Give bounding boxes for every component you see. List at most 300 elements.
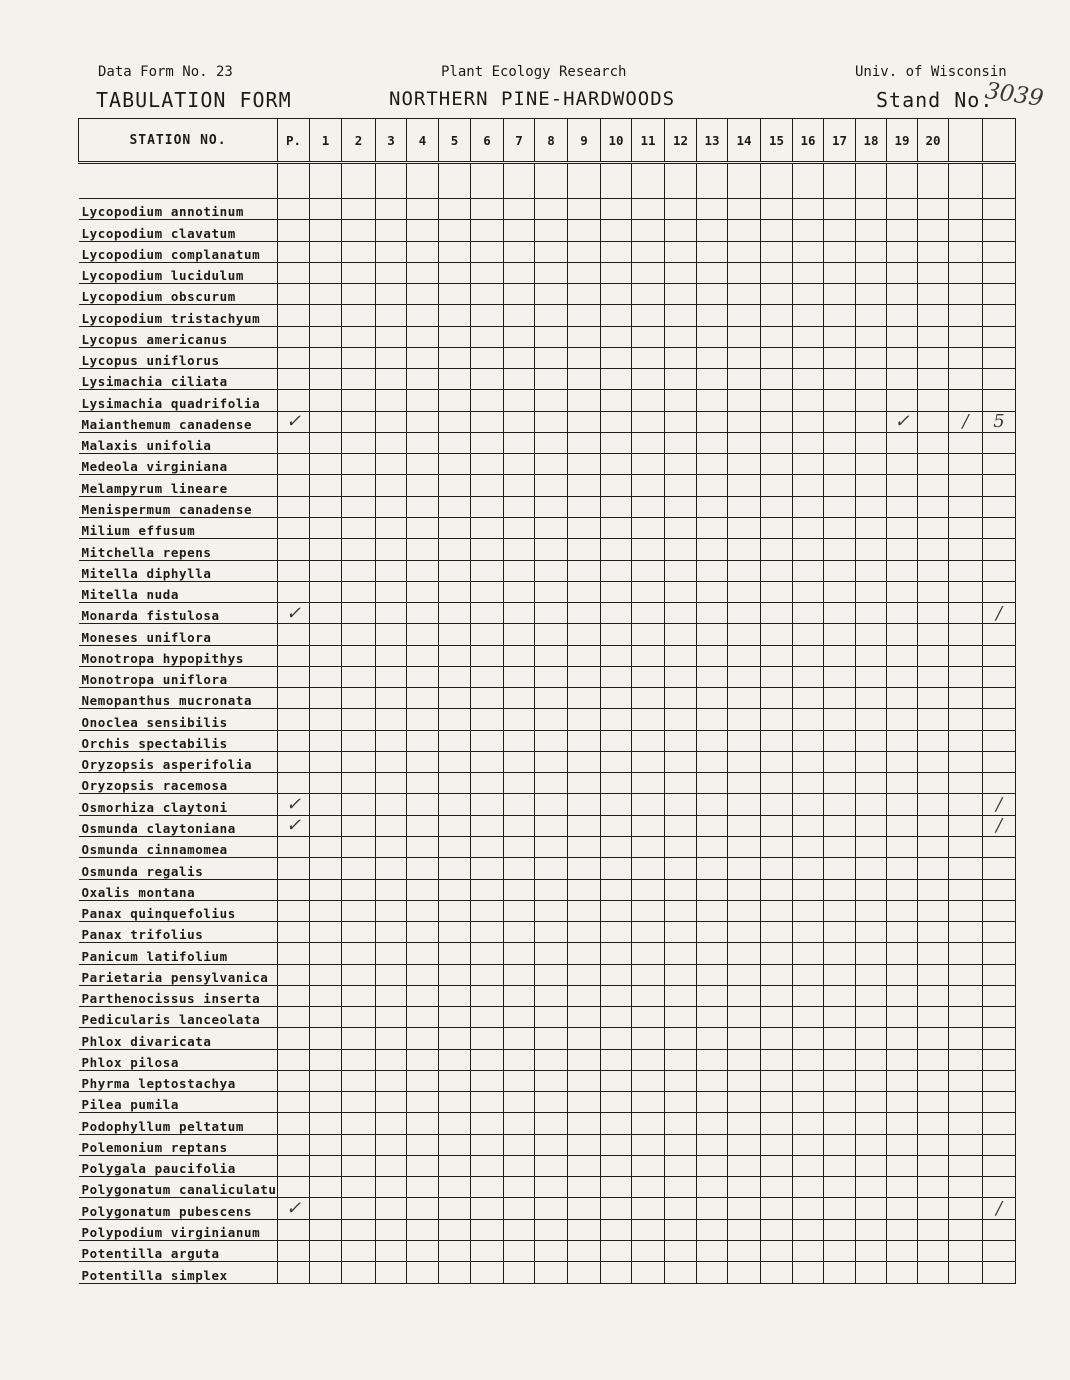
tally-cell[interactable] <box>856 1134 887 1155</box>
tally-cell[interactable] <box>665 985 697 1006</box>
tally-cell[interactable] <box>949 347 983 368</box>
tally-cell[interactable] <box>856 1049 887 1070</box>
tally-cell[interactable] <box>504 284 535 305</box>
tally-cell[interactable] <box>535 284 568 305</box>
tally-cell[interactable] <box>504 879 535 900</box>
tally-cell[interactable] <box>856 454 887 475</box>
tally-cell[interactable] <box>697 1007 728 1028</box>
tally-cell[interactable] <box>728 326 761 347</box>
tally-cell[interactable] <box>887 815 918 836</box>
tally-cell[interactable] <box>601 539 632 560</box>
tally-cell[interactable] <box>632 773 665 794</box>
tally-cell[interactable] <box>535 1070 568 1091</box>
tally-cell[interactable] <box>439 751 471 772</box>
tally-cell[interactable] <box>761 432 793 453</box>
tally-cell[interactable] <box>887 1177 918 1198</box>
tally-cell[interactable] <box>632 305 665 326</box>
tally-cell[interactable] <box>761 347 793 368</box>
tally-cell[interactable] <box>407 581 439 602</box>
tally-cell[interactable] <box>310 900 342 921</box>
tally-cell[interactable] <box>407 624 439 645</box>
tally-cell[interactable] <box>535 432 568 453</box>
tally-cell[interactable] <box>697 262 728 283</box>
tally-cell[interactable] <box>568 262 601 283</box>
tally-cell[interactable] <box>504 326 535 347</box>
tally-cell[interactable] <box>342 284 376 305</box>
tally-cell[interactable] <box>504 709 535 730</box>
tally-cell[interactable] <box>632 1070 665 1091</box>
tally-cell[interactable] <box>471 964 504 985</box>
tally-cell[interactable] <box>665 1155 697 1176</box>
tally-cell[interactable] <box>601 1134 632 1155</box>
tally-cell[interactable] <box>856 163 887 199</box>
tally-cell[interactable] <box>918 390 949 411</box>
tally-cell[interactable] <box>949 985 983 1006</box>
tally-cell[interactable] <box>697 326 728 347</box>
tally-cell[interactable] <box>793 709 824 730</box>
tally-cell[interactable] <box>471 581 504 602</box>
tally-cell[interactable] <box>761 1070 793 1091</box>
tally-cell[interactable] <box>887 858 918 879</box>
tally-cell[interactable] <box>949 603 983 624</box>
tally-cell[interactable] <box>824 411 856 432</box>
tally-cell[interactable] <box>376 858 407 879</box>
tally-cell[interactable] <box>376 1007 407 1028</box>
tally-cell[interactable] <box>824 1070 856 1091</box>
tally-cell[interactable] <box>504 688 535 709</box>
tally-cell[interactable] <box>918 411 949 432</box>
tally-cell[interactable] <box>439 1007 471 1028</box>
tally-cell[interactable] <box>632 943 665 964</box>
tally-cell[interactable] <box>728 624 761 645</box>
tally-cell[interactable] <box>342 390 376 411</box>
tally-cell[interactable] <box>632 900 665 921</box>
tally-cell[interactable] <box>342 688 376 709</box>
tally-cell[interactable] <box>535 539 568 560</box>
tally-cell[interactable] <box>761 241 793 262</box>
tally-cell[interactable] <box>278 709 310 730</box>
tally-cell[interactable] <box>376 1092 407 1113</box>
tally-cell[interactable] <box>697 411 728 432</box>
tally-cell[interactable] <box>949 666 983 687</box>
tally-cell[interactable] <box>376 199 407 220</box>
tally-cell[interactable] <box>407 539 439 560</box>
tally-cell[interactable] <box>535 411 568 432</box>
tally-cell[interactable] <box>342 560 376 581</box>
tally-cell[interactable] <box>439 773 471 794</box>
tally-cell[interactable] <box>918 1007 949 1028</box>
tally-cell[interactable] <box>407 688 439 709</box>
tally-cell[interactable] <box>728 879 761 900</box>
tally-cell[interactable] <box>504 730 535 751</box>
tally-cell[interactable] <box>407 922 439 943</box>
tally-cell[interactable] <box>601 517 632 538</box>
tally-cell[interactable] <box>504 220 535 241</box>
tally-cell[interactable] <box>793 1155 824 1176</box>
tally-cell[interactable] <box>278 1177 310 1198</box>
tally-cell[interactable] <box>376 751 407 772</box>
tally-cell[interactable] <box>949 751 983 772</box>
tally-cell[interactable] <box>310 773 342 794</box>
tally-cell[interactable] <box>278 199 310 220</box>
tally-cell[interactable] <box>342 858 376 879</box>
tally-cell[interactable] <box>697 1049 728 1070</box>
tally-cell[interactable] <box>504 1028 535 1049</box>
tally-cell[interactable] <box>376 241 407 262</box>
tally-cell[interactable] <box>535 326 568 347</box>
tally-cell[interactable] <box>983 1219 1016 1240</box>
tally-cell[interactable] <box>535 1262 568 1283</box>
tally-cell[interactable] <box>439 454 471 475</box>
tally-cell[interactable] <box>504 1049 535 1070</box>
tally-cell[interactable] <box>824 326 856 347</box>
tally-cell[interactable] <box>887 1219 918 1240</box>
tally-cell[interactable] <box>632 1134 665 1155</box>
tally-cell[interactable] <box>278 879 310 900</box>
tally-cell[interactable] <box>376 1219 407 1240</box>
tally-cell[interactable] <box>407 1007 439 1028</box>
tally-cell[interactable] <box>471 1028 504 1049</box>
tally-cell[interactable] <box>918 773 949 794</box>
tally-cell[interactable] <box>439 347 471 368</box>
tally-cell[interactable] <box>856 1219 887 1240</box>
tally-cell[interactable] <box>342 964 376 985</box>
tally-cell[interactable] <box>697 815 728 836</box>
tally-cell[interactable] <box>665 815 697 836</box>
tally-cell[interactable] <box>983 709 1016 730</box>
tally-cell[interactable] <box>568 1177 601 1198</box>
tally-cell[interactable] <box>535 688 568 709</box>
tally-cell[interactable] <box>601 1049 632 1070</box>
tally-cell[interactable] <box>856 794 887 815</box>
tally-cell[interactable] <box>728 581 761 602</box>
tally-cell[interactable] <box>665 411 697 432</box>
tally-cell[interactable] <box>697 751 728 772</box>
tally-cell[interactable] <box>697 1198 728 1219</box>
tally-cell[interactable] <box>761 1155 793 1176</box>
tally-cell[interactable] <box>439 1134 471 1155</box>
tally-cell[interactable] <box>887 454 918 475</box>
tally-cell[interactable] <box>793 560 824 581</box>
tally-cell[interactable] <box>887 730 918 751</box>
tally-cell[interactable] <box>793 943 824 964</box>
tally-cell[interactable] <box>697 624 728 645</box>
tally-cell[interactable] <box>887 560 918 581</box>
tally-cell[interactable] <box>887 1113 918 1134</box>
tally-cell[interactable] <box>824 454 856 475</box>
tally-cell[interactable] <box>471 220 504 241</box>
tally-cell[interactable] <box>697 964 728 985</box>
tally-cell[interactable] <box>728 1092 761 1113</box>
tally-cell[interactable] <box>310 262 342 283</box>
tally-cell[interactable] <box>856 326 887 347</box>
tally-cell[interactable] <box>949 305 983 326</box>
tally-cell[interactable] <box>632 645 665 666</box>
tally-cell[interactable] <box>310 1007 342 1028</box>
tally-cell[interactable] <box>535 1028 568 1049</box>
tally-cell[interactable] <box>471 794 504 815</box>
tally-cell[interactable] <box>824 773 856 794</box>
tally-cell[interactable] <box>632 1177 665 1198</box>
tally-cell[interactable] <box>407 163 439 199</box>
tally-cell[interactable] <box>601 163 632 199</box>
tally-cell[interactable] <box>887 836 918 857</box>
tally-cell[interactable] <box>504 163 535 199</box>
tally-cell[interactable] <box>535 603 568 624</box>
tally-cell[interactable] <box>632 1155 665 1176</box>
tally-cell[interactable] <box>632 432 665 453</box>
tally-cell[interactable] <box>793 475 824 496</box>
tally-cell[interactable] <box>793 964 824 985</box>
tally-cell[interactable] <box>439 815 471 836</box>
tally-cell[interactable] <box>824 900 856 921</box>
tally-cell[interactable] <box>761 1092 793 1113</box>
tally-cell[interactable] <box>856 645 887 666</box>
tally-cell[interactable] <box>342 985 376 1006</box>
tally-cell[interactable] <box>887 1134 918 1155</box>
tally-cell[interactable] <box>918 985 949 1006</box>
tally-cell[interactable] <box>278 985 310 1006</box>
tally-cell[interactable] <box>761 751 793 772</box>
tally-cell[interactable] <box>376 603 407 624</box>
tally-cell[interactable] <box>983 666 1016 687</box>
tally-cell[interactable] <box>342 624 376 645</box>
tally-cell[interactable] <box>568 603 601 624</box>
tally-cell[interactable] <box>568 454 601 475</box>
tally-cell[interactable] <box>504 1070 535 1091</box>
tally-cell[interactable] <box>918 517 949 538</box>
tally-cell[interactable] <box>983 603 1016 624</box>
tally-cell[interactable] <box>310 1028 342 1049</box>
tally-cell[interactable] <box>376 688 407 709</box>
tally-cell[interactable] <box>697 496 728 517</box>
tally-cell[interactable] <box>310 1177 342 1198</box>
tally-cell[interactable] <box>278 163 310 199</box>
tally-cell[interactable] <box>887 900 918 921</box>
tally-cell[interactable] <box>601 369 632 390</box>
tally-cell[interactable] <box>504 645 535 666</box>
tally-cell[interactable] <box>949 836 983 857</box>
tally-cell[interactable] <box>824 858 856 879</box>
tally-cell[interactable] <box>310 581 342 602</box>
tally-cell[interactable] <box>697 347 728 368</box>
tally-cell[interactable] <box>918 1134 949 1155</box>
tally-cell[interactable] <box>504 1241 535 1262</box>
tally-cell[interactable] <box>439 475 471 496</box>
tally-cell[interactable] <box>665 475 697 496</box>
tally-cell[interactable] <box>793 751 824 772</box>
tally-cell[interactable] <box>697 879 728 900</box>
tally-cell[interactable] <box>342 326 376 347</box>
tally-cell[interactable] <box>535 390 568 411</box>
tally-cell[interactable] <box>278 815 310 836</box>
tally-cell[interactable] <box>697 475 728 496</box>
tally-cell[interactable] <box>824 284 856 305</box>
tally-cell[interactable] <box>856 815 887 836</box>
tally-cell[interactable] <box>535 794 568 815</box>
tally-cell[interactable] <box>856 751 887 772</box>
tally-cell[interactable] <box>793 163 824 199</box>
tally-cell[interactable] <box>342 794 376 815</box>
tally-cell[interactable] <box>407 1113 439 1134</box>
tally-cell[interactable] <box>697 1070 728 1091</box>
tally-cell[interactable] <box>407 1241 439 1262</box>
tally-cell[interactable] <box>376 1028 407 1049</box>
tally-cell[interactable] <box>601 1177 632 1198</box>
tally-cell[interactable] <box>601 1262 632 1283</box>
tally-cell[interactable] <box>697 220 728 241</box>
tally-cell[interactable] <box>407 603 439 624</box>
tally-cell[interactable] <box>568 1028 601 1049</box>
tally-cell[interactable] <box>471 751 504 772</box>
tally-cell[interactable] <box>504 1092 535 1113</box>
tally-cell[interactable] <box>310 1113 342 1134</box>
tally-cell[interactable] <box>887 709 918 730</box>
tally-cell[interactable] <box>632 220 665 241</box>
tally-cell[interactable] <box>535 879 568 900</box>
tally-cell[interactable] <box>376 411 407 432</box>
tally-cell[interactable] <box>278 305 310 326</box>
tally-cell[interactable] <box>665 964 697 985</box>
tally-cell[interactable] <box>342 369 376 390</box>
tally-cell[interactable] <box>632 964 665 985</box>
tally-cell[interactable] <box>439 688 471 709</box>
tally-cell[interactable] <box>439 1092 471 1113</box>
tally-cell[interactable] <box>665 624 697 645</box>
tally-cell[interactable] <box>697 284 728 305</box>
tally-cell[interactable] <box>535 199 568 220</box>
tally-cell[interactable] <box>601 858 632 879</box>
tally-cell[interactable] <box>824 688 856 709</box>
tally-cell[interactable] <box>887 284 918 305</box>
tally-cell[interactable] <box>342 517 376 538</box>
tally-cell[interactable] <box>601 1007 632 1028</box>
tally-cell[interactable] <box>601 581 632 602</box>
tally-cell[interactable] <box>793 369 824 390</box>
tally-cell[interactable] <box>793 985 824 1006</box>
tally-cell[interactable] <box>761 1113 793 1134</box>
tally-cell[interactable] <box>568 496 601 517</box>
tally-cell[interactable] <box>949 858 983 879</box>
tally-cell[interactable] <box>278 262 310 283</box>
tally-cell[interactable] <box>793 1262 824 1283</box>
tally-cell[interactable] <box>632 1198 665 1219</box>
tally-cell[interactable] <box>918 432 949 453</box>
tally-cell[interactable] <box>376 581 407 602</box>
tally-cell[interactable] <box>632 922 665 943</box>
tally-cell[interactable] <box>949 369 983 390</box>
tally-cell[interactable] <box>310 1241 342 1262</box>
tally-cell[interactable] <box>761 581 793 602</box>
tally-cell[interactable] <box>728 454 761 475</box>
tally-cell[interactable] <box>471 688 504 709</box>
tally-cell[interactable] <box>761 964 793 985</box>
tally-cell[interactable] <box>407 709 439 730</box>
tally-cell[interactable] <box>887 539 918 560</box>
tally-cell[interactable] <box>278 581 310 602</box>
tally-cell[interactable] <box>761 284 793 305</box>
tally-cell[interactable] <box>856 560 887 581</box>
tally-cell[interactable] <box>697 517 728 538</box>
tally-cell[interactable] <box>856 858 887 879</box>
tally-cell[interactable] <box>310 496 342 517</box>
tally-cell[interactable] <box>504 1262 535 1283</box>
tally-cell[interactable] <box>568 517 601 538</box>
tally-cell[interactable] <box>728 1028 761 1049</box>
tally-cell[interactable] <box>310 347 342 368</box>
tally-cell[interactable] <box>376 1155 407 1176</box>
tally-cell[interactable] <box>824 794 856 815</box>
tally-cell[interactable] <box>697 305 728 326</box>
tally-cell[interactable] <box>632 879 665 900</box>
tally-cell[interactable] <box>728 1070 761 1091</box>
tally-cell[interactable] <box>601 645 632 666</box>
tally-cell[interactable] <box>887 666 918 687</box>
tally-cell[interactable] <box>761 390 793 411</box>
tally-cell[interactable] <box>568 199 601 220</box>
tally-cell[interactable] <box>278 1007 310 1028</box>
tally-cell[interactable] <box>728 1049 761 1070</box>
tally-cell[interactable] <box>824 964 856 985</box>
tally-cell[interactable] <box>601 326 632 347</box>
tally-cell[interactable] <box>887 475 918 496</box>
tally-cell[interactable] <box>439 1241 471 1262</box>
tally-cell[interactable] <box>983 560 1016 581</box>
tally-cell[interactable] <box>632 1241 665 1262</box>
tally-cell[interactable] <box>310 163 342 199</box>
tally-cell[interactable] <box>856 284 887 305</box>
tally-cell[interactable] <box>949 922 983 943</box>
tally-cell[interactable] <box>439 858 471 879</box>
tally-cell[interactable] <box>310 539 342 560</box>
tally-cell[interactable] <box>310 1198 342 1219</box>
tally-cell[interactable] <box>824 220 856 241</box>
tally-cell[interactable] <box>949 964 983 985</box>
tally-cell[interactable] <box>665 1028 697 1049</box>
tally-cell[interactable] <box>601 1219 632 1240</box>
tally-cell[interactable] <box>632 624 665 645</box>
tally-cell[interactable] <box>824 985 856 1006</box>
tally-cell[interactable] <box>887 411 918 432</box>
tally-cell[interactable] <box>761 454 793 475</box>
tally-cell[interactable] <box>310 730 342 751</box>
tally-cell[interactable] <box>728 900 761 921</box>
tally-cell[interactable] <box>568 985 601 1006</box>
tally-cell[interactable] <box>761 709 793 730</box>
tally-cell[interactable] <box>601 709 632 730</box>
tally-cell[interactable] <box>568 390 601 411</box>
tally-cell[interactable] <box>601 305 632 326</box>
tally-cell[interactable] <box>824 1028 856 1049</box>
tally-cell[interactable] <box>439 900 471 921</box>
tally-cell[interactable] <box>439 199 471 220</box>
tally-cell[interactable] <box>568 730 601 751</box>
tally-cell[interactable] <box>918 454 949 475</box>
tally-cell[interactable] <box>568 922 601 943</box>
tally-cell[interactable] <box>407 390 439 411</box>
tally-cell[interactable] <box>568 1155 601 1176</box>
tally-cell[interactable] <box>535 943 568 964</box>
tally-cell[interactable] <box>632 1049 665 1070</box>
tally-cell[interactable] <box>697 1092 728 1113</box>
tally-cell[interactable] <box>728 709 761 730</box>
tally-cell[interactable] <box>439 1219 471 1240</box>
tally-cell[interactable] <box>471 284 504 305</box>
tally-cell[interactable] <box>632 390 665 411</box>
tally-cell[interactable] <box>728 1177 761 1198</box>
tally-cell[interactable] <box>665 645 697 666</box>
tally-cell[interactable] <box>568 1092 601 1113</box>
